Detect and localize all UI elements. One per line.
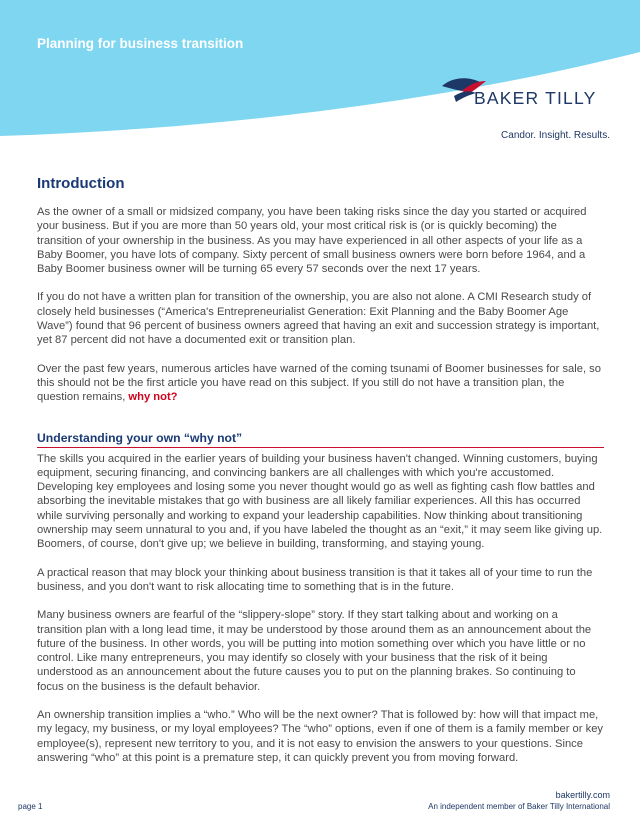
footer-website-link[interactable]: bakertilly.com (555, 790, 610, 800)
article-body (37, 175, 604, 779)
section-paragraph-1: The skills you acquired in the earlier years of building your business haven't changed. Winning customers, buying equipment, securing financing, and convincing bankers are all challenges with which you're accustomed. Developing key employees and losing some you never thought would go as well as fighting cash flow battles and absorbing the inevitable mistakes that go with business are all likely familiar experiences. All this has occurred while surviving personally and working to expand your leadership capabilities. Now thinking about transitioning ownership may seem unnatural to you and, if you have labeled the thought as an “exit,” it may seem like giving up. Boomers, of course, don't give up; we believe in building, transforming, and staying young. (37, 452, 603, 551)
section-paragraph-3: Many business owners are fearful of the “slippery-slope” story. If they start talking about and working on a transition plan with a long lead time, it may be understood by those around them as an announcement about the future of the business. In other words, you will be putting into motion something over which you have little or no control. Like many entrepreneurs, you may identify so closely with your business that the risk of it being understood as an announcement about the future causes you to put on the planning brakes. So continuing to focus on the business is the default behavior. (37, 609, 592, 693)
intro-paragraph-3-text: Over the past few years, numerous articles have warned of the coming tsunami of Boomer businesses for sale, so this should not be the first article you have read on this subject. If you still do not have a transition plan, the question remains, (37, 362, 601, 404)
brand-tagline: Candor. Insight. Results. (501, 130, 610, 141)
intro-paragraph-3 (37, 362, 604, 405)
brand-name: BAKER TILLY (474, 88, 597, 108)
section-heading-why-not: Understanding your own “why not” (37, 431, 604, 448)
section-paragraph-2: A practical reason that may block your thinking about business transition is that it takes all of your time to run the business, and you don't want to risk allocating time to something that is in the future. (37, 566, 593, 593)
section-paragraph-4: An ownership transition implies a “who.” Who will be the next owner? That is followed by: how will that impact me, my legacy, my business, or my loyal employees? The “who” options, even if one of them is a family member or key employee(s), represent new territory to you, and it is not easy to envision the answers to your questions. Since answering “who” at this point is a premature step, it can quickly prevent you from moving forward. (37, 709, 604, 764)
page-number: page 1 (18, 802, 43, 811)
document-label: Planning for business transition (37, 36, 244, 51)
intro-paragraph-2: If you do not have a written plan for transition of the ownership, you are also not alone. A CMI Research study of closely held businesses (“America's Entrepreneurialist Generation: Exit Planning and the Baby Boomer Age Wave”) found that 96 percent of business owners agreed that having an exit and succession strategy is important, yet 87 percent did not have a documented exit or transition plan. (37, 291, 600, 347)
why-not-emphasis: why not? (128, 391, 178, 404)
intro-heading: Introduction (37, 175, 125, 192)
intro-paragraph-1: As the owner of a small or midsized company, you have been taking risks since the day you started or acquired your business. But if you are more than 50 years old, your most critical risk is (or is quickly becoming) the transition of your ownership in the business. As you may have experienced in all other aspects of your life as a Baby Boomer, you have lots of company. Sixty percent of small business owners were born before 1964, and a Baby Boomer business owner will be turning 65 every 57 seconds over the next 17 years. (37, 206, 587, 276)
footer-membership-note: An independent member of Baker Tilly International (428, 802, 610, 811)
